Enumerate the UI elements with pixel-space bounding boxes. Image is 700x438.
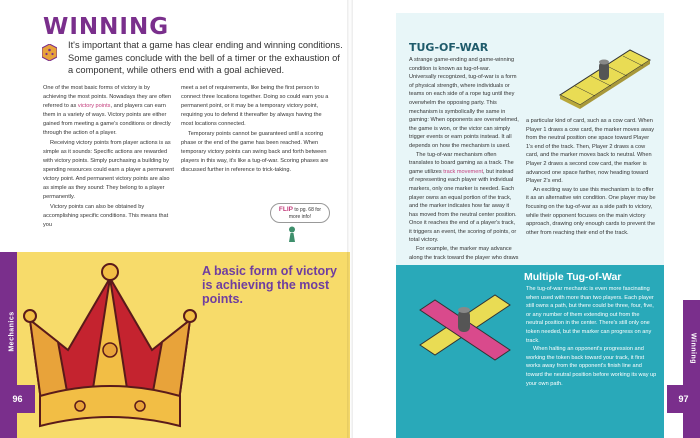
keyword-highlight: victory points [77, 103, 111, 109]
tug-track-illustration [555, 40, 655, 110]
right-page [350, 0, 700, 438]
die-icon [42, 44, 57, 61]
crown-illustration [20, 258, 200, 438]
paragraph: Victory points can also be obtained by accomplishing specific conditions. This means that you [43, 204, 169, 228]
paragraph: The tug-of-war mechanism often translates to board gaming as a track. The game utilizes track movement, but instead of representing each player with individual markers, only one marker is needed. Each player owns an equal portion of the track, and the marker indicates how far away it has moved from the neutral center position. Once it reaches the end of a player's track, it triggers an event, the scoring of points, or total victory. [409, 151, 517, 244]
right-column-3 [526, 285, 658, 388]
paragraph: a particular kind of card, such as a cow card. When Player 1 draws a cow card, the marker moves away from the neutral position one space toward Player 1's end of the track. Then, Player 2 draws a cow card, and the marker moves back to neutral. When Player 2 draws a second cow card, the marker is advanced one space farther, now heading toward Player 2's end. [526, 118, 655, 185]
section-heading: TUG-OF-WAR [409, 41, 489, 54]
paragraph: meet a set of requirements, like being the first person to connect three locations together. Doing so could earn you a permanent point, or it may be a temporary victory point, requiring you to defend it thereafter by always having the most locations connected. [181, 85, 329, 127]
right-column-2 [526, 117, 656, 237]
flip-callout: FLIP to pg. 68 for more info! [270, 203, 330, 223]
paragraph: A strange game-ending and game-winning condition is known as tug-of-war. Universally recognized, tug-of-war is a form of physical strength, where individuals or teams on each side of a rope tug until they overwhelm the opposing party. This mechanism is symbolically the same in gaming: When opponents are overwhelmed, the game is won, or the victor can simply trigger events or earn points instead. It all depends on how the mechanism is used. [409, 57, 519, 149]
paragraph: When halting an opponent's progression and working the token back toward your track, it first works away from the opponent's finish line and toward the neutral position before working its way up your own path. [526, 346, 657, 387]
intro-text: It's important that a game has clear ending and winning conditions. Some games conclude with the bell of a timer or the exhaustion of a component, while others end with a goal achieved. [68, 40, 343, 76]
paragraph: For example, the marker may advance along the track toward the player who draws [409, 246, 519, 261]
paragraph: The tug-of-war mechanic is even more fascinating when used with more than two players. Each player still owns a path, but there could be three, four, five, or any number of them extending out from the neutral position in the center. There's still only one token needed, but the marker can progress on any track. [526, 286, 654, 344]
subsection-heading: Multiple Tug-of-War [524, 271, 622, 283]
page-number: 97 [667, 385, 700, 413]
left-column-2 [181, 84, 329, 176]
page-number: 96 [0, 385, 35, 413]
right-column-1 [409, 56, 519, 262]
paragraph: Temporary points cannot be guaranteed until a scoring phase or the end of the game has been reached. When temporary victory points can swing back and forth between players in this way, it's like a tug-of-war. Scoring phases are discussed further in reference to trick-taking. [181, 131, 329, 173]
pawn-icon [287, 226, 297, 242]
pull-quote: A basic form of victory is achieving the most points. [202, 264, 337, 306]
paragraph: One of the most basic forms of victory is by achieving the most points. Nowadays they are often referred to as victory points, and players can earn them in a variety of ways. Victory points are either gained from meeting a game's conditions or directly through the action of a player. [43, 85, 172, 136]
multi-track-illustration [410, 275, 520, 385]
section-label: Winning [689, 332, 697, 365]
paragraph: An exciting way to use this mechanism is to offer it as an alternative win condition. One player may be focusing on the tug-of-war as a side path to victory, while their opponent focuses on the main victory approach, drawing only enough cards to prevent the other from reaching their end of the track. [526, 186, 656, 236]
section-label: Mechanics [8, 311, 16, 352]
left-column-1 [43, 84, 175, 231]
paragraph: Receiving victory points from player actions is as simple as it sounds: Specific actions are rewarded with victory points. Simply purchasing a building by spending resources could earn a player a permanent victory point. And permanent victory points are also as simple as they sound: They belong to a player permanently. [43, 140, 174, 200]
page-title: WINNING [43, 14, 170, 40]
book-gutter [347, 0, 353, 438]
keyword-highlight: track movement [443, 168, 483, 175]
